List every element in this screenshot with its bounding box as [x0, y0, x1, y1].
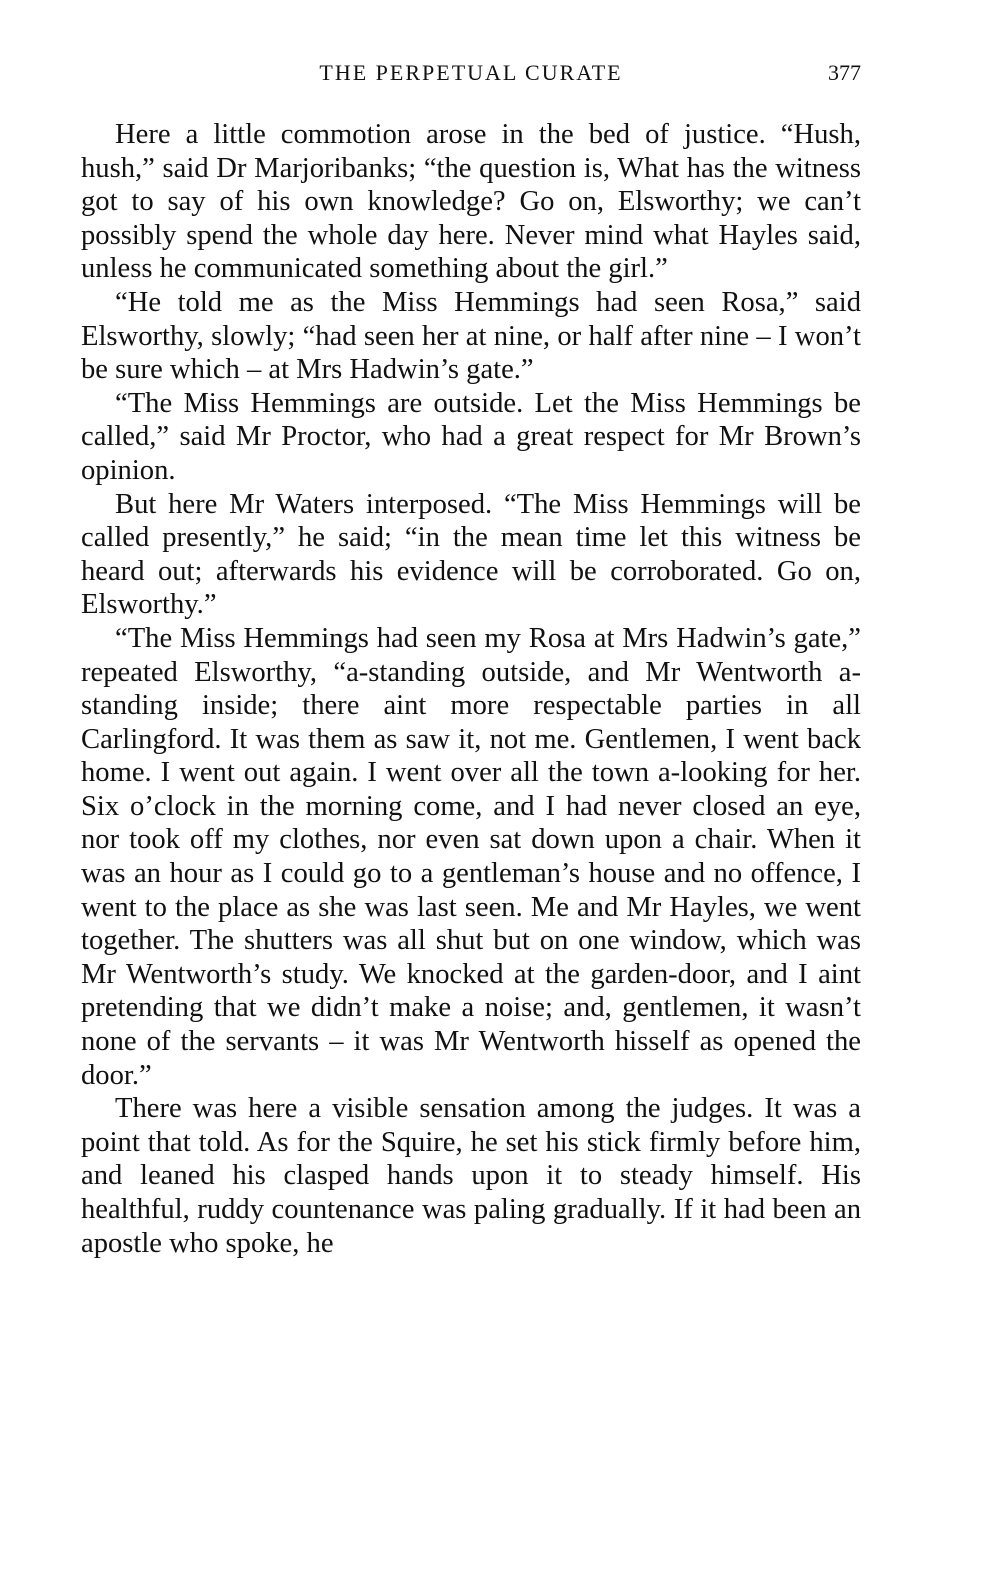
running-title: THE PERPETUAL CURATE: [319, 60, 623, 85]
paragraph-4: But here Mr Waters interposed. “The Miss Hemmings will be called presently,” he said; “in the mean time let this witness be heard out; afterwards his evidence will be corroborated. Go on, Elsworthy.”: [81, 488, 861, 621]
page-number: 377: [828, 60, 861, 85]
book-page: [81, 60, 861, 1260]
body-text: [81, 118, 861, 1260]
paragraph-6: There was here a visible sensation among the judges. It was a point that told. As for the Squire, he set his stick firmly before him, and leaned his clasped hands upon it to steady himself. His healthful, ruddy countenance was paling gradually. If it had been an apostle who spoke, he: [81, 1093, 861, 1259]
paragraph-1: Here a little commotion arose in the bed of justice. “Hush, hush,” said Dr Marjoribanks; “the question is, What has the witness got to say of his own knowledge? Go on, Elsworthy; we can’t possibly spend the whole day here. Never mind what Hayles said, unless he communicated something about the girl.”: [81, 119, 861, 285]
paragraph-3: “The Miss Hemmings are outside. Let the Miss Hemmings be called,” said Mr Proctor, who had a great respect for Mr Brown’s opinion.: [81, 387, 861, 486]
running-head: [81, 60, 861, 100]
paragraph-5: “The Miss Hemmings had seen my Rosa at Mrs Hadwin’s gate,” repeated Elsworthy, “a-standing outside, and Mr Wentworth a-standing inside; there aint more respectable parties in all Carlingford. It was them as saw it, not me. Gentlemen, I went back home. I went out again. I went over all the town a-looking for her. Six o’clock in the morning come, and I had never closed an eye, nor took off my clothes, nor even sat down upon a chair. When it was an hour as I could go to a gentleman’s house and no offence, I went to the place as she was last seen. Me and Mr Hayles, we went together. The shutters was all shut but on one window, which was Mr Wentworth’s study. We knocked at the garden-door, and I aint pretending that we didn’t make a noise; and, gentlemen, it wasn’t none of the servants – it was Mr Wentworth hisself as opened the door.”: [81, 622, 861, 1091]
paragraph-2: “He told me as the Miss Hemmings had seen Rosa,” said Elsworthy, slowly; “had seen her at nine, or half after nine – I won’t be sure which – at Mrs Hadwin’s gate.”: [81, 286, 861, 386]
